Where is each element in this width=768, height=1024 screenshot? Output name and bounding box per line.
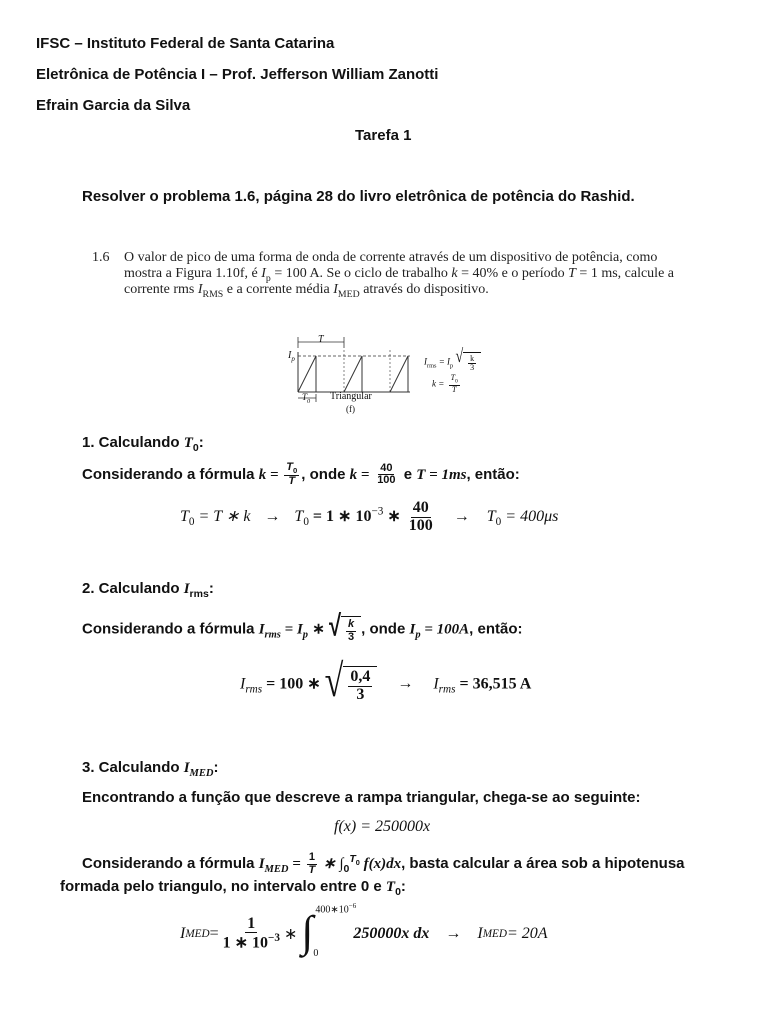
figure-caption-sub: (f) — [346, 404, 355, 414]
figure-eq-k: k = $\frac{T_0}{T}$ — [432, 373, 458, 395]
step1-text: Considerando a fórmula k = $\frac{T_0}{T}$ , onde k = $\frac{40}{100}$ e T = 1ms, então: — [82, 461, 520, 488]
step3-heading: 3. Calculando $I_{MED}$: — [82, 759, 219, 779]
institution-line: IFSC – Instituto Federal de Santa Catarina — [36, 35, 335, 52]
figure-caption: Triangular — [330, 391, 372, 402]
figure-eq-irms: $I_{rms} = I_p$ √ $\frac{k}{3}$ — [424, 352, 481, 373]
problem-line-3: corrente rms $I_{RMS}$ e a corrente média $I_{MED}$ através do dispositivo. — [124, 282, 489, 300]
step3-formula-text-2: formada pelo triangulo, no intervalo entre 0 e $T_0$: — [60, 878, 406, 898]
problem-line-1: O valor de pico de uma forma de onda de corrente através de um dispositivo de potência, como — [124, 250, 658, 265]
step1-calc: $T_0 = T$ ∗ $k \to T_0 = 1$ ∗ $10^{-3}$ ∗ $\frac{40}{100}$ → $T_0 = 400\mu s$ — [180, 499, 559, 534]
figure-label-T0: $T_0$ — [302, 392, 311, 405]
page-title: Tarefa 1 — [355, 127, 412, 144]
step1-heading: 1. Calculando $T_0$: — [82, 434, 204, 454]
problem-line-2: mostra a Figura 1.10f, é $I_p = 100$ A. Se o ciclo de trabalho k = 40% e o período T = 1 ms, calcule a — [124, 266, 675, 284]
task-statement: Resolver o problema 1.6, página 28 do livro eletrônica de potência do Rashid. — [82, 188, 635, 205]
step3-calc: I MED = $\frac{1}{1 ∗ 10^{-3}}$ ∗ ∫ $400∗10^{-6}$ 0 250000x dx → I MED = 20A — [180, 902, 548, 959]
figure-label-T: T — [318, 334, 324, 345]
step3-formula-text: Considerando a fórmula $I_{MED}$ = $\frac{1}{T}$ ∗ $\int_0^{T_0}$ f(x)dx, basta calcular a área sob a hipotenusa — [82, 851, 685, 876]
step2-calc: $I_{rms} = 100$ ∗ √ $\frac{0,4}{3}$ → $I_{rms} = 36,515$ A — [240, 656, 532, 707]
step2-heading: 2. Calculando $I_{rms}$: — [82, 580, 214, 600]
step2-text: Considerando a fórmula $I_{rms} = I_p$ ∗ √ $\frac{k}{3}$ , onde $I_p = 100A$, então: — [82, 608, 523, 643]
figure-label-Ip: $I_p$ — [288, 350, 295, 363]
step3-function: f(x) = 250000x — [334, 818, 431, 835]
course-line: Eletrônica de Potência I – Prof. Jefferson William Zanotti — [36, 66, 439, 83]
author-line: Efrain Garcia da Silva — [36, 97, 191, 114]
problem-number: 1.6 — [92, 250, 110, 265]
waveform-figure — [286, 334, 486, 424]
step3-text: Encontrando a função que descreve a rampa triangular, chega-se ao seguinte: — [82, 789, 641, 806]
